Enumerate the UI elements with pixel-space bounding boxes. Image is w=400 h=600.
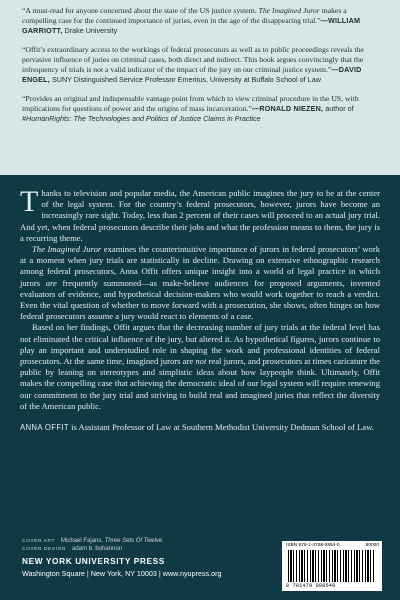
price-code: 90000: [365, 543, 379, 548]
isbn-barcode: [282, 541, 382, 591]
author-bio: ANNA OFFIT is Assistant Professor of Law at Southern Methodist University Dedman School of Law.: [20, 422, 374, 433]
isbn-text: ISBN 978-1-4798-0854-0: [286, 543, 340, 548]
cover-credits: [22, 538, 162, 554]
book-title: The Imagined Juror: [258, 6, 320, 15]
blurb-engel: “Offit’s extraordinary access to the workings of federal prosecutors as well as to public proceedings reveals the pervasive influence of juries on criminal cases, both direct and indirect. This book argues convincingly that the infrequency of trials is not a valid indicator of the impact of the jury on our criminal justice system.”—DAVID ENGEL, SUNY Distinguished Service Professor Emeritus, University at Buffalo School of Law: [22, 45, 364, 84]
blurb-attribution: —DAVID ENGEL, SUNY Distinguished Service Professor Emeritus, University at Buffalo School of Law: [22, 65, 362, 84]
book-description: [0, 185, 400, 433]
publisher-name: NEW YORK UNIVERSITY PRESS: [22, 556, 165, 566]
description-paragraph: Based on her findings, Offit argues that the decreasing number of jury trials at the federal level has not eliminated the critical influence of the jury, but altered it. As hypothetical figures, jurors continue to play an important and understudied role in shaping the work and professional identities of federal prosecutors. At the same time, imagined jurors are not real jurors, and prosecutors at times caricature the public by leaning on stereotypes and simplistic ideas about how laypeople think. Ultimately, Offit makes the compelling case that achieving the democratic ideal of our legal system will require renewing our commitment to the jury trial and striving to build real and imagined juries that reflect the diversity of the American public.: [20, 322, 380, 411]
barcode-digits: 9 781479 808540: [286, 583, 336, 589]
blurb-attribution: —WILLIAM GARRIOTT, Drake University: [22, 16, 361, 35]
publisher-address: Washington Square | New York, NY 10003 | www.nyupress.org: [22, 569, 222, 578]
blurb-garriott: “A must-read for anyone concerned about the state of the US justice system. The Imagined Juror makes a compelling case for the continued importance of juries, even in the age of the disappearing trial.”—WILLIAM GARRIOTT, Drake University: [22, 6, 361, 35]
praise-blurbs: [0, 0, 400, 175]
barcode-bars: [288, 550, 376, 582]
drop-cap: T: [20, 185, 39, 218]
publisher-block: [22, 556, 222, 578]
cover-design-credit: COVER DESIGN adam b. bohannon: [22, 545, 123, 552]
blurb-niezen: “Provides an original and indispensable vantage point from which to view criminal procedure in the US, with implications for questions of power and the origins of mass incarceration.”—RONALD NIEZEN, author of #HumanRights: The Technologies and Politics of Justice Claims in Practice: [22, 94, 359, 123]
cover-art-credit: COVER ART Michael Fajans, Three Sets Of Twelve: [22, 538, 163, 544]
blurb-attribution: —RONALD NIEZEN, author of #HumanRights: The Technologies and Politics of Justice Claims in Practice: [22, 104, 354, 123]
description-paragraph: The Imagined Juror examines the counterintuitive importance of jurors in federal prosecutors’ work at a moment when jury trials are statistically in decline. Drawing on extensive ethnographic research among federal prosecutors, Anna Offit offers unique insight into a world of legal practice in which jurors are frequently summoned—as make-believe audiences for proposed arguments, invented evaluators of evidence, and hypothetical decision-makers who would work together to reach a verdict. Even the vital question of whether to move forward with a prosecution, she shows, often hinges on how federal prosecutors assume a jury would react to elements of a case.: [20, 244, 380, 322]
author-name: ANNA OFFIT: [20, 423, 69, 433]
description-paragraph: Thanks to television and popular media, the American public imagines the jury to be at the center of the legal system. For the country’s federal prosecutors, however, jurors have become an increasingly rare sight. Today, less than 2 percent of their cases will proceed to an actual jury trial. And yet, when federal prosecutors describe their jobs and what the profession means to them, the jury is a recurring theme.: [20, 185, 380, 243]
